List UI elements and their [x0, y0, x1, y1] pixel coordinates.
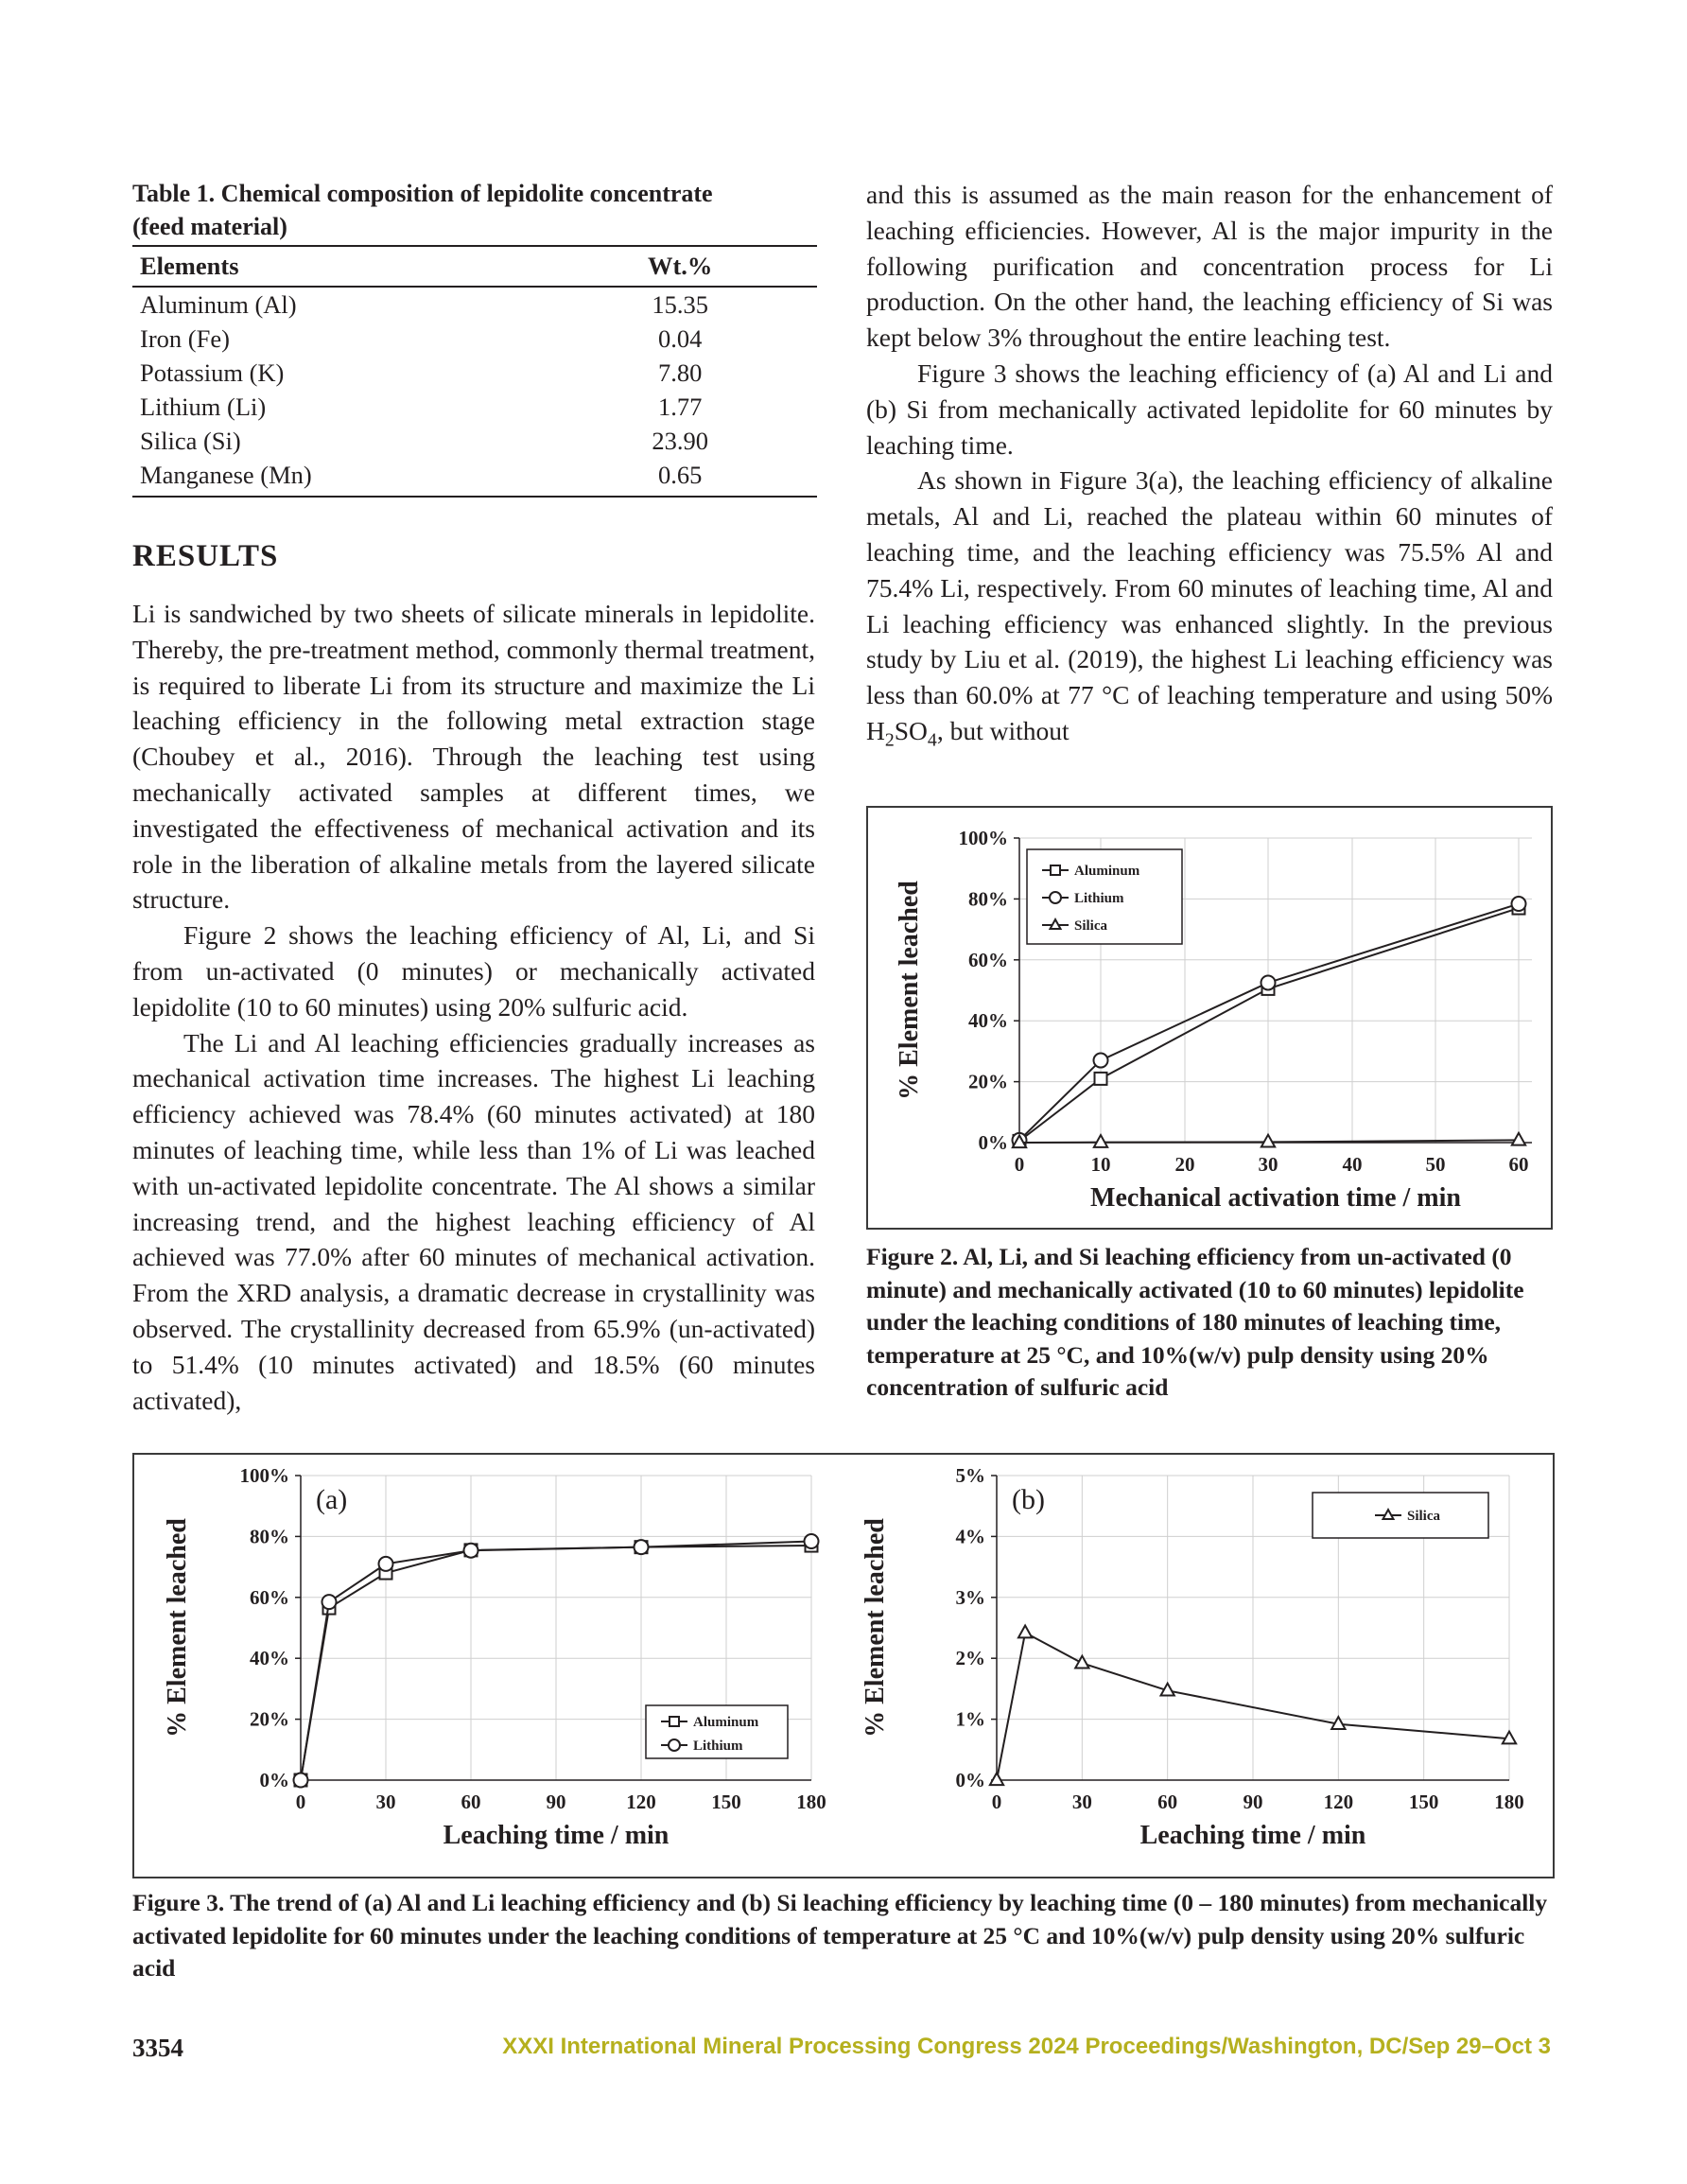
- figure-2-caption: Figure 2. Al, Li, and Si leaching efficiency from un-activated (0 minute) and mechanically activated (10 to 60 minutes) lepidolite under the leaching conditions of 180 minutes of leaching time, temperature at 25 °C, and 10%(w/v) pulp density using 20% concentration of sulfuric acid: [866, 1243, 1524, 1401]
- circle-marker: [669, 1739, 680, 1751]
- y-tick-label: 5%: [955, 1464, 985, 1487]
- square-marker: [1095, 1073, 1107, 1085]
- footer-text: XXXI International Mineral Processing Congress 2024 Proceedings/Washington, DC/Sep 29–Oct 3: [502, 2034, 1551, 2059]
- x-tick-label: 120: [626, 1791, 656, 1813]
- x-tick-label: 180: [796, 1791, 826, 1813]
- x-tick-label: 0: [1014, 1153, 1025, 1176]
- paragraph: [866, 463, 1553, 751]
- element-cell: Iron (Fe): [140, 324, 230, 353]
- circle-marker: [1094, 1054, 1108, 1068]
- triangle-marker: [1261, 1135, 1275, 1147]
- x-tick-label: 0: [991, 1791, 1002, 1813]
- circle-marker: [1261, 975, 1276, 989]
- circle-marker: [1512, 897, 1526, 911]
- table-row: [132, 458, 817, 497]
- y-tick-label: 40%: [250, 1647, 289, 1670]
- x-tick-label: 60: [461, 1791, 481, 1813]
- x-tick-label: 30: [375, 1791, 396, 1813]
- y-tick-label: 2%: [955, 1647, 985, 1670]
- panel-label: (b): [1012, 1484, 1045, 1515]
- text-run: As shown in Figure 3(a), the leaching efficiency of alkaline metals, Al and Li, reached the plateau within 60 minutes of leaching time, and the leaching efficiency was 75.5% Al and 75.4% Li, respectively. From 60 minutes of leaching time, Al and Li leaching efficiency was enhanced slightly. In the previous study by Liu et al. (2019), the highest Li leaching efficiency was less than 60.0% at 77 °C of leaching temperature and using 50% H: [866, 465, 1553, 745]
- x-tick-label: 150: [1408, 1791, 1439, 1813]
- table-1: [132, 177, 817, 498]
- legend: [1313, 1493, 1488, 1538]
- wt-cell: 15.35: [652, 290, 709, 319]
- table-row: [132, 322, 817, 356]
- y-tick-label: 0%: [259, 1769, 289, 1791]
- panel-label: (a): [316, 1484, 348, 1515]
- wt-cell: 23.90: [652, 427, 709, 455]
- legend: [646, 1705, 788, 1758]
- table-row: [132, 424, 817, 458]
- y-tick-label: 20%: [968, 1070, 1008, 1093]
- y-axis-label: % Element leached: [895, 881, 924, 1100]
- x-tick-label: 0: [295, 1791, 306, 1813]
- section-heading: RESULTS: [132, 539, 279, 573]
- figure-3-caption: Figure 3. The trend of (a) Al and Li leaching efficiency and (b) Si leaching efficiency by leaching time (0 – 180 minutes) from mechanically activated lepidolite for 60 minutes under the leaching conditions of temperature at 25 °C and 10%(w/v) pulp density using 20% sulfuric acid: [132, 1889, 1548, 1982]
- triangle-marker: [1018, 1625, 1032, 1637]
- legend-label: Silica: [1407, 1509, 1441, 1524]
- circle-marker: [379, 1557, 393, 1571]
- paragraph: Figure 2 shows the leaching efficiency of Al, Li, and Si from un-activated (0 minutes) or mechanically activated lepidolite (10 to 60 minutes) using 20% sulfuric acid.: [132, 920, 815, 1022]
- x-tick-label: 60: [1508, 1153, 1529, 1176]
- x-axis-label: Mechanical activation time / min: [1090, 1183, 1461, 1213]
- y-axis-label: % Element leached: [163, 1518, 192, 1738]
- right-column: [866, 177, 1553, 749]
- element-cell: Aluminum (Al): [140, 290, 297, 319]
- header-elements: Elements: [132, 246, 543, 287]
- subscript: 2: [884, 729, 895, 751]
- chart-group: [163, 1464, 826, 1850]
- square-marker: [1051, 865, 1060, 875]
- y-axis-label: % Element leached: [861, 1518, 890, 1738]
- x-tick-label: 40: [1342, 1153, 1363, 1176]
- paragraph: Figure 3 shows the leaching efficiency of (a) Al and Li and (b) Si from mechanically activated lepidolite for 60 minutes by leaching time.: [866, 358, 1553, 460]
- subscript: 4: [927, 729, 937, 751]
- circle-marker: [805, 1534, 819, 1548]
- x-axis-label: Leaching time / min: [443, 1821, 670, 1850]
- wt-cell: 0.04: [658, 324, 703, 353]
- x-tick-label: 30: [1258, 1153, 1278, 1176]
- circle-marker: [1050, 892, 1061, 903]
- circle-marker: [635, 1540, 649, 1554]
- y-tick-label: 0%: [978, 1131, 1008, 1154]
- y-tick-label: 40%: [968, 1009, 1008, 1033]
- figure-2-chart: [868, 808, 1551, 1228]
- y-tick-label: 3%: [955, 1585, 985, 1609]
- element-cell: Potassium (K): [140, 358, 285, 387]
- wt-cell: 1.77: [658, 393, 703, 421]
- paragraph: Li is sandwiched by two sheets of silicate minerals in lepidolite. Thereby, the pre-treatment method, commonly thermal treatment, is required to liberate Li from its structure and maximize the Li leaching efficiency in the following metal extraction stage (Choubey et al., 2016). Through the leaching test using mechanically activated samples at different times, we investigated the effectiveness of mechanical activation and its role in the liberation of alkaline metals from the layered silicate structure.: [132, 599, 815, 915]
- element-cell: Silica (Si): [140, 427, 241, 455]
- page-number: 3354: [132, 2034, 183, 2062]
- figure-3-chart: [134, 1455, 1553, 1877]
- legend-label: Lithium: [1074, 891, 1124, 906]
- table-row: [132, 356, 817, 390]
- x-tick-label: 180: [1494, 1791, 1524, 1813]
- x-tick-label: 20: [1174, 1153, 1195, 1176]
- figure-2: [866, 806, 1553, 1230]
- y-tick-label: 4%: [955, 1525, 985, 1548]
- table-caption-line: (feed material): [132, 213, 287, 240]
- composition-table: [132, 245, 817, 498]
- circle-marker: [322, 1595, 337, 1609]
- x-tick-label: 50: [1425, 1153, 1446, 1176]
- y-tick-label: 0%: [955, 1769, 985, 1791]
- wt-cell: 0.65: [543, 458, 817, 497]
- triangle-marker: [1512, 1133, 1525, 1145]
- triangle-marker: [1075, 1656, 1088, 1669]
- element-cell: Lithium (Li): [140, 393, 267, 421]
- table-header-row: [132, 246, 817, 287]
- paragraph: and this is assumed as the main reason for the enhancement of leaching efficiencies. However, Al is the major impurity in the following purification and concentration process for Li production. On the other hand, the leaching efficiency of Si was kept below 3% throughout the entire leaching test.: [866, 180, 1553, 353]
- y-tick-label: 100%: [958, 827, 1008, 849]
- text-run: SO: [894, 715, 928, 745]
- y-tick-label: 1%: [955, 1707, 985, 1731]
- y-tick-label: 20%: [250, 1707, 289, 1731]
- x-tick-label: 90: [1243, 1791, 1263, 1813]
- y-tick-label: 80%: [968, 887, 1008, 911]
- triangle-marker: [1094, 1135, 1107, 1147]
- legend-label: Lithium: [693, 1738, 743, 1754]
- x-axis-label: Leaching time / min: [1139, 1821, 1366, 1850]
- table-row: [132, 287, 817, 322]
- y-tick-label: 60%: [250, 1585, 289, 1609]
- x-tick-label: 10: [1090, 1153, 1111, 1176]
- legend-label: Aluminum: [693, 1715, 759, 1730]
- x-tick-label: 90: [546, 1791, 566, 1813]
- chart-group: [895, 827, 1532, 1213]
- legend: [1027, 849, 1182, 944]
- chart-group: [861, 1464, 1524, 1850]
- text-run: , but without: [936, 715, 1070, 745]
- table-row: [132, 390, 817, 424]
- figure-3: [132, 1453, 1555, 1878]
- y-tick-label: 60%: [968, 948, 1008, 971]
- table-caption: [132, 177, 817, 243]
- circle-marker: [464, 1544, 478, 1558]
- legend-label: Silica: [1074, 918, 1108, 934]
- wt-cell: 7.80: [658, 358, 703, 387]
- element-cell: Manganese (Mn): [132, 458, 543, 497]
- circle-marker: [294, 1773, 308, 1788]
- paragraph: The Li and Al leaching efficiencies gradually increases as mechanical activation time increases. The highest Li leaching efficiency achieved was 78.4% (60 minutes activated) at 180 minutes of leaching time, while less than 1% of Li was leached with un-activated lepidolite concentrate. The Al shows a similar increasing trend, and the highest leaching efficiency of Al achieved was 77.0% after 60 minutes of mechanical activation. From the XRD analysis, a dramatic decrease in crystallinity was observed. The crystallinity decreased from 65.9% (un-activated) to 51.4% (10 minutes activated) and 18.5% (60 minutes activated),: [132, 1027, 815, 1415]
- left-column: [132, 596, 815, 1418]
- legend-label: Aluminum: [1074, 864, 1140, 879]
- y-tick-label: 100%: [239, 1464, 289, 1487]
- y-tick-label: 80%: [250, 1525, 289, 1548]
- triangle-marker: [990, 1773, 1003, 1785]
- x-tick-label: 60: [1157, 1791, 1178, 1813]
- table-caption-line: Table 1. Chemical composition of lepidolite concentrate: [132, 180, 713, 207]
- x-tick-label: 120: [1323, 1791, 1354, 1813]
- x-tick-label: 150: [711, 1791, 741, 1813]
- square-marker: [670, 1717, 679, 1726]
- header-wt: Wt.%: [543, 246, 817, 287]
- x-tick-label: 30: [1071, 1791, 1092, 1813]
